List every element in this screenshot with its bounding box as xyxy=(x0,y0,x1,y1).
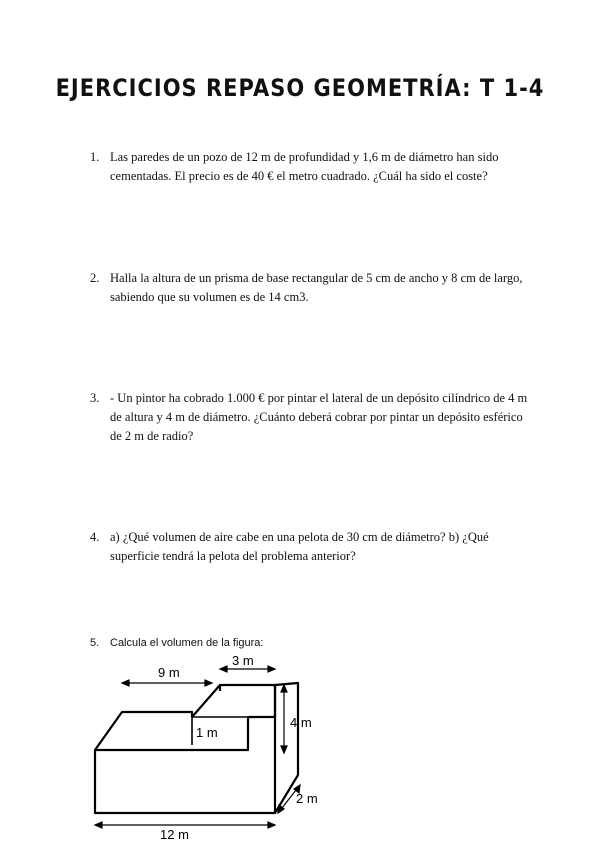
label-1m: 1 m xyxy=(196,725,218,740)
label-4m: 4 m xyxy=(290,715,312,730)
exercise-5 xyxy=(90,634,530,653)
exercise-number: 4. xyxy=(90,530,100,544)
exercise-text: Las paredes de un pozo de 12 m de profundidad y 1,6 m de diámetro han sido cementadas. El precio es de 40 € el metro cuadrado. ¿Cuál ha sido el coste? xyxy=(110,150,499,183)
exercise-text: - Un pintor ha cobrado 1.000 € por pintar el lateral de un depósito cilíndrico de 4 m de altura y 4 m de diámetro. ¿Cuánto deberá cobrar por pintar un depósito esférico de 2 m de radio? xyxy=(110,391,528,443)
exercise-text: Halla la altura de un prisma de base rectangular de 5 cm de ancho y 8 cm de largo, sabiendo que su volumen es de 14 cm3. xyxy=(110,271,523,304)
upper-block xyxy=(192,685,275,717)
step-prism-figure xyxy=(80,655,320,840)
exercise-number: 1. xyxy=(90,150,100,164)
label-12m: 12 m xyxy=(160,827,189,840)
exercise-number: 2. xyxy=(90,271,100,285)
exercise-number: 5. xyxy=(90,637,100,649)
exercise-4 xyxy=(90,528,530,566)
exercise-1 xyxy=(90,148,530,186)
exercise-2 xyxy=(90,269,530,307)
exercise-number: 3. xyxy=(90,391,100,405)
lower-top-face xyxy=(95,712,192,750)
label-9m: 9 m xyxy=(158,665,180,680)
exercise-text: Calcula el volumen de la figura: xyxy=(110,637,264,649)
page-title: EJERCICIOS REPASO GEOMETRÍA: T 1-4 xyxy=(55,74,545,102)
exercise-text: a) ¿Qué volumen de aire cabe en una pelota de 30 cm de diámetro? b) ¿Qué superficie tendrá la pelota del problema anterior? xyxy=(110,530,489,563)
label-2m: 2 m xyxy=(296,791,318,806)
label-3m: 3 m xyxy=(232,655,254,668)
exercise-3 xyxy=(90,389,530,446)
